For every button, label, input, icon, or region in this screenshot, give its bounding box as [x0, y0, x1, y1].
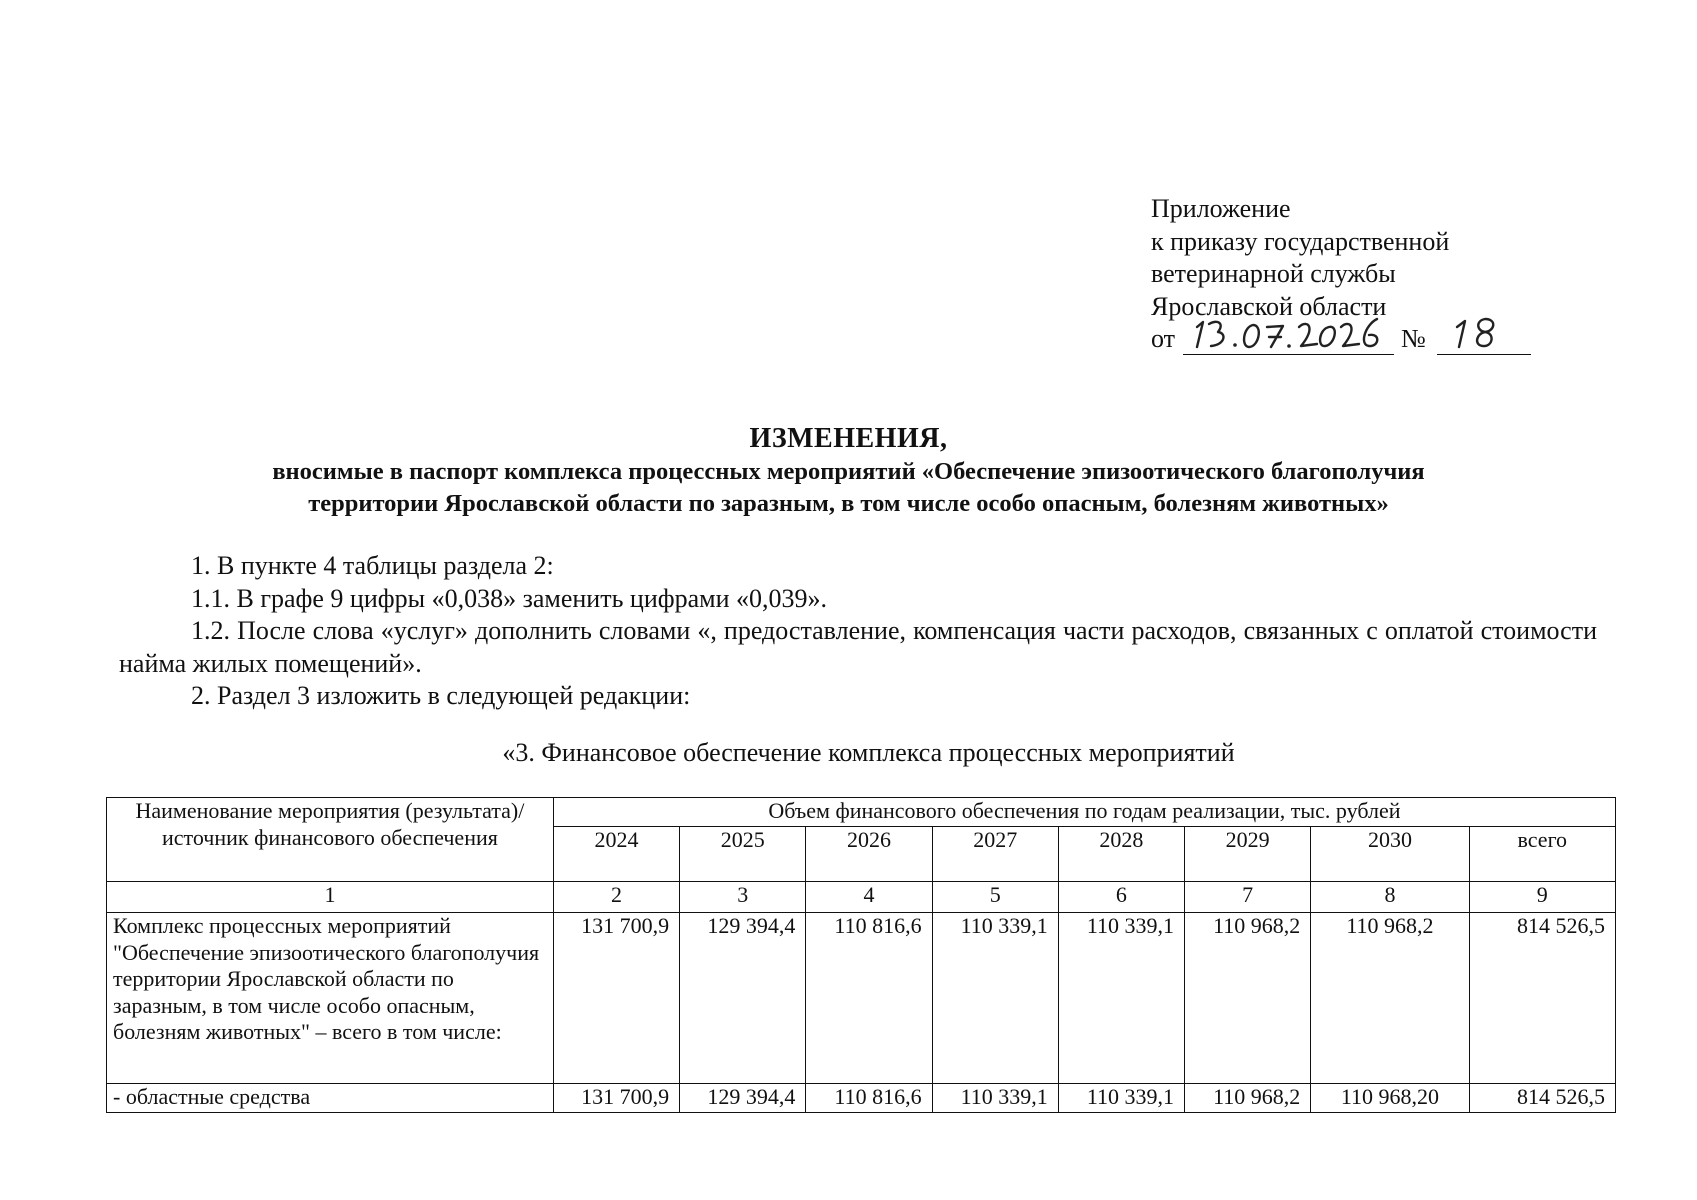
value-cell: 129 394,4 — [680, 913, 806, 1084]
row-name-complex: Комплекс процессных мероприятий "Обеспечение эпизоотического благополучия территории Ярославской области по заразным, в том числе особо опасным, болезням животных" – всего в том числе: — [107, 913, 554, 1084]
table-title: «3. Финансовое обеспечение комплекса процессных мероприятий — [502, 738, 1235, 767]
column-number: 3 — [680, 882, 806, 913]
column-number: 4 — [806, 882, 932, 913]
column-number: 6 — [1058, 882, 1184, 913]
value-cell: 110 816,6 — [806, 1084, 932, 1113]
value-cell: 131 700,9 — [553, 913, 679, 1084]
col-header-group: Объем финансового обеспечения по годам реализации, тыс. рублей — [553, 798, 1615, 827]
appendix-line-1: Приложение — [1151, 194, 1291, 223]
value-cell: 129 394,4 — [680, 1084, 806, 1113]
total-header: всего — [1469, 827, 1615, 882]
financial-table — [106, 797, 1616, 1113]
appendix-block — [1151, 193, 1449, 356]
column-number: 1 — [107, 882, 554, 913]
total-cell: 814 526,5 — [1469, 1084, 1615, 1113]
appendix-line-3: ветеринарной службы — [1151, 259, 1396, 288]
appendix-line-2: к приказу государственной — [1151, 226, 1450, 256]
column-number: 5 — [932, 882, 1058, 913]
value-cell: 110 968,2 — [1311, 913, 1469, 1084]
value-cell: 131 700,9 — [553, 1084, 679, 1113]
year-header: 2025 — [680, 827, 806, 882]
row-name-regional-funds: - областные средства — [107, 1084, 554, 1113]
value-cell: 110 968,2 — [1185, 1084, 1311, 1113]
handwritten-date — [1189, 313, 1394, 355]
document-heading — [0, 422, 1697, 520]
document-subtitle-line-2: территории Ярославской области по заразным, в том числе особо опасным, болезням животных» — [308, 490, 1389, 517]
total-cell: 814 526,5 — [1469, 913, 1615, 1084]
column-number-row — [107, 882, 1616, 913]
column-number: 9 — [1469, 882, 1615, 913]
column-number: 7 — [1185, 882, 1311, 913]
date-number-row — [1151, 323, 1449, 356]
year-header: 2026 — [806, 827, 932, 882]
column-number: 2 — [553, 882, 679, 913]
column-number: 8 — [1311, 882, 1469, 913]
appendix-line-4: Ярославской области — [1151, 291, 1387, 321]
value-cell: 110 816,6 — [806, 913, 932, 1084]
col-header-name: Наименование мероприятия (результата)/ источник финансового обеспечения — [107, 798, 554, 882]
document-subtitle-line-1: вносимые в паспорт комплекса процессных мероприятий «Обеспечение эпизоотического благополучия — [272, 458, 1425, 485]
value-cell: 110 968,20 — [1311, 1084, 1469, 1113]
year-header: 2029 — [1185, 827, 1311, 882]
handwritten-number — [1451, 313, 1521, 355]
value-cell: 110 339,1 — [1058, 1084, 1184, 1113]
table-row — [107, 913, 1616, 1084]
value-cell: 110 339,1 — [932, 1084, 1058, 1113]
year-header: 2030 — [1311, 827, 1469, 882]
paragraph-1: 1. В пункте 4 таблицы раздела 2: — [191, 551, 554, 580]
date-prefix: от — [1151, 324, 1176, 353]
paragraph-2: 2. Раздел 3 изложить в следующей редакции: — [191, 681, 691, 710]
table-header-row-1 — [107, 798, 1616, 827]
paragraph-1-2: 1.2. После слова «услуг» дополнить словами «, предоставление, компенсация части расходов, связанных с оплатой стоимости найма жилых помещений». — [119, 616, 1597, 678]
paragraph-1-1: 1.1. В графе 9 цифры «0,038» заменить цифрами «0,039». — [191, 584, 828, 613]
value-cell: 110 968,2 — [1185, 913, 1311, 1084]
table-row — [107, 1084, 1616, 1113]
number-sign: № — [1401, 324, 1426, 353]
value-cell: 110 339,1 — [1058, 913, 1184, 1084]
year-header: 2024 — [553, 827, 679, 882]
document-title: ИЗМЕНЕНИЯ, — [749, 423, 948, 454]
year-header: 2028 — [1058, 827, 1184, 882]
year-header: 2027 — [932, 827, 1058, 882]
value-cell: 110 339,1 — [932, 913, 1058, 1084]
